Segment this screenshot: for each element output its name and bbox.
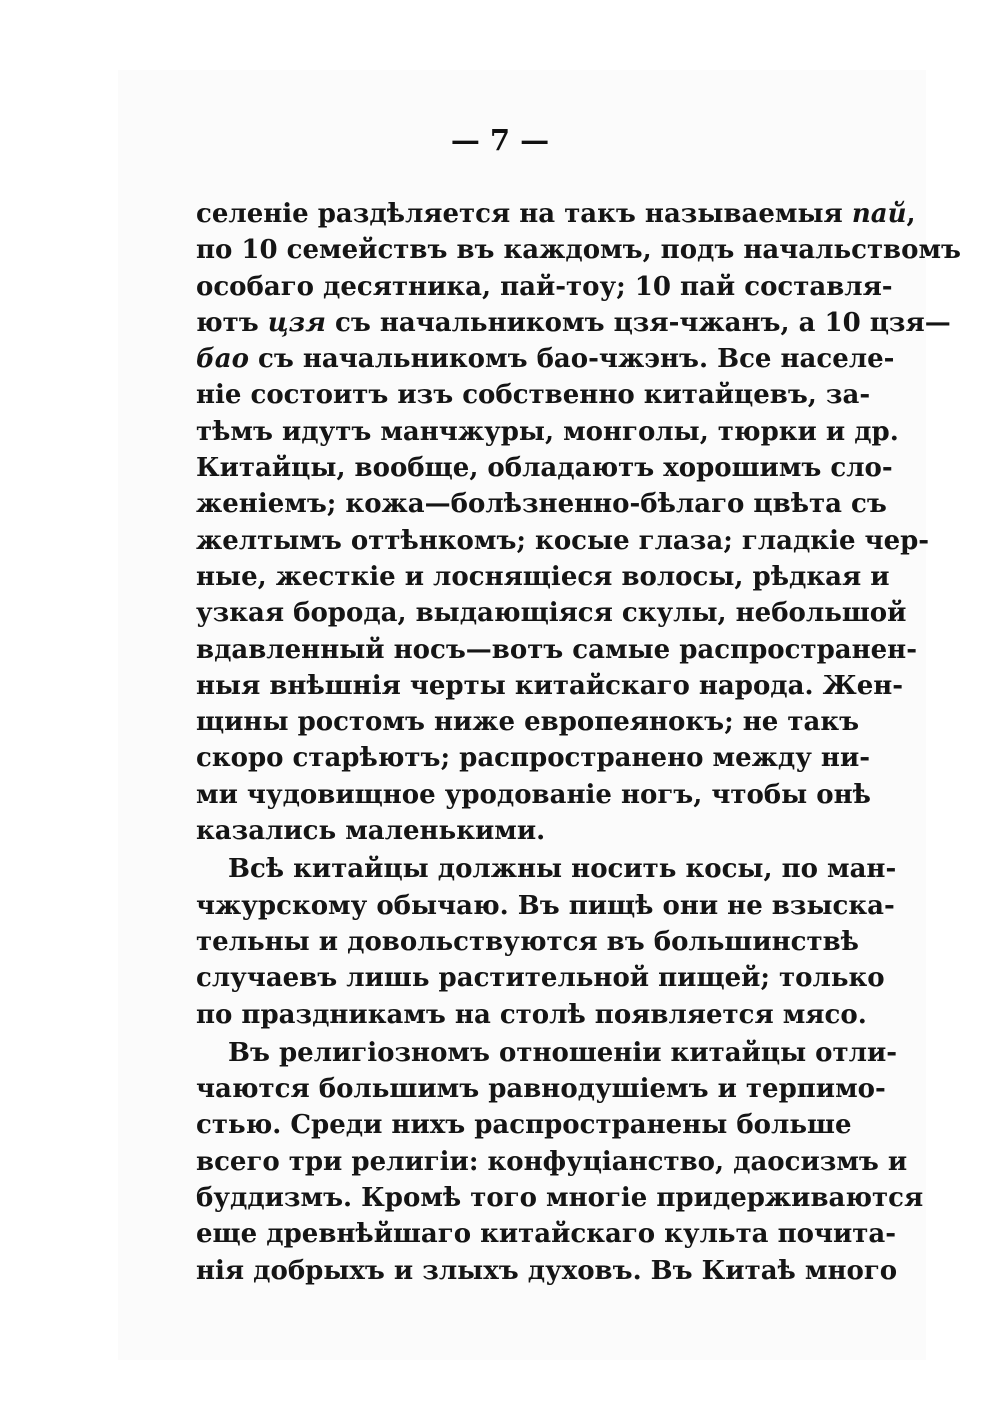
text-run: особаго десятника, пай-тоу; 10 пай составля- [196, 271, 893, 302]
text-line [196, 960, 885, 996]
text-run: ютъ [196, 307, 268, 338]
text-line [196, 668, 904, 704]
text-line [196, 1107, 850, 1143]
italic-term: бао [196, 344, 249, 375]
paragraph [196, 196, 961, 849]
text-run: , [906, 199, 916, 229]
text-run: женіемъ; кожа—болѣзненно-бѣлаго цвѣта съ [196, 489, 887, 520]
text-line [196, 1253, 898, 1289]
text-line [196, 595, 907, 631]
text-run: нія добрыхъ и злыхъ духовъ. Въ Китаѣ много [196, 1255, 898, 1286]
text-run: чаются большимъ равнодушіемъ и терпимо- [196, 1074, 886, 1105]
paragraph [196, 851, 897, 1032]
text-run: тѣмъ идутъ манчжуры, монголы, тюрки и др. [196, 416, 899, 447]
text-line [196, 450, 893, 486]
text-run: буддизмъ. Кромѣ того многіе придерживаются [196, 1183, 924, 1214]
paragraph [196, 1035, 924, 1289]
text-run: чжурскому обычаю. Въ пищѣ они не взыска- [196, 890, 895, 921]
text-run: ніе состоитъ изъ собственно китайцевъ, за- [196, 380, 871, 411]
text-run: желтымъ оттѣнкомъ; косые глаза; гладкіе чер- [196, 525, 930, 556]
text-line [196, 997, 867, 1033]
text-run: съ начальникомъ цзя-чжанъ, а 10 цзя— [325, 307, 951, 338]
text-run: скоро старѣютъ; распространено между ни- [196, 743, 871, 774]
text-run: Китайцы, вообще, обладаютъ хорошимъ сло- [196, 453, 893, 484]
text-run: вдавленный носъ—вотъ самые распространен- [196, 634, 917, 665]
text-run: узкая борода, выдающіяся скулы, небольшой [196, 598, 907, 629]
text-line [196, 196, 916, 232]
text-run: ми чудовищное уродованіе ногъ, чтобы онѣ [196, 779, 871, 810]
text-line [196, 486, 887, 522]
text-run: случаевъ лишь растительной пищей; только [196, 963, 885, 994]
body-text [196, 196, 961, 1289]
text-run: селеніе раздѣляется на такъ называемыя [196, 199, 852, 229]
text-run: казались маленькими. [196, 816, 546, 847]
text-run: ные, жесткіе и лоснящіеся волосы, рѣдкая и [196, 561, 890, 592]
italic-term: пай [851, 199, 907, 229]
text-line [196, 1216, 897, 1252]
text-run: Въ религіозномъ отношеніи китайцы отли- [228, 1037, 898, 1068]
text-line [196, 1035, 898, 1071]
text-line [196, 523, 930, 559]
text-line [196, 704, 860, 740]
text-line [196, 414, 899, 450]
text-line [196, 1180, 924, 1216]
text-line [196, 341, 895, 377]
text-run: по праздникамъ на столѣ появляется мясо. [196, 999, 867, 1030]
text-line [196, 924, 859, 960]
text-line [196, 559, 890, 595]
text-run: по 10 семействъ въ каждомъ, подъ начальствомъ [196, 235, 961, 266]
text-line [196, 377, 871, 413]
text-line [196, 632, 917, 668]
text-line [196, 851, 897, 887]
text-run: ныя внѣшнія черты китайскаго народа. Жен- [196, 670, 904, 701]
text-line [196, 232, 961, 268]
text-line [196, 813, 850, 849]
text-run: щины ростомъ ниже европеянокъ; не такъ [196, 707, 860, 738]
italic-term: цзя [267, 307, 326, 338]
text-line [196, 1144, 908, 1180]
text-line [196, 740, 871, 776]
text-run: тельны и довольствуются въ большинствѣ [196, 926, 859, 957]
text-line [196, 1071, 886, 1107]
text-line [196, 888, 895, 924]
text-line [196, 777, 871, 813]
text-run: Всѣ китайцы должны носить косы, по ман- [228, 854, 897, 885]
text-run: еще древнѣйшаго китайскаго культа почита- [196, 1219, 897, 1250]
text-run: всего три религіи: конфуціанство, даосизмъ и [196, 1146, 908, 1177]
text-run: стью. Среди нихъ распространены больше [196, 1110, 852, 1141]
text-line [196, 305, 951, 341]
page-number: — 7 — [450, 123, 550, 157]
text-run: съ начальникомъ бао-чжэнъ. Все населе- [248, 344, 895, 375]
text-line [196, 269, 893, 305]
